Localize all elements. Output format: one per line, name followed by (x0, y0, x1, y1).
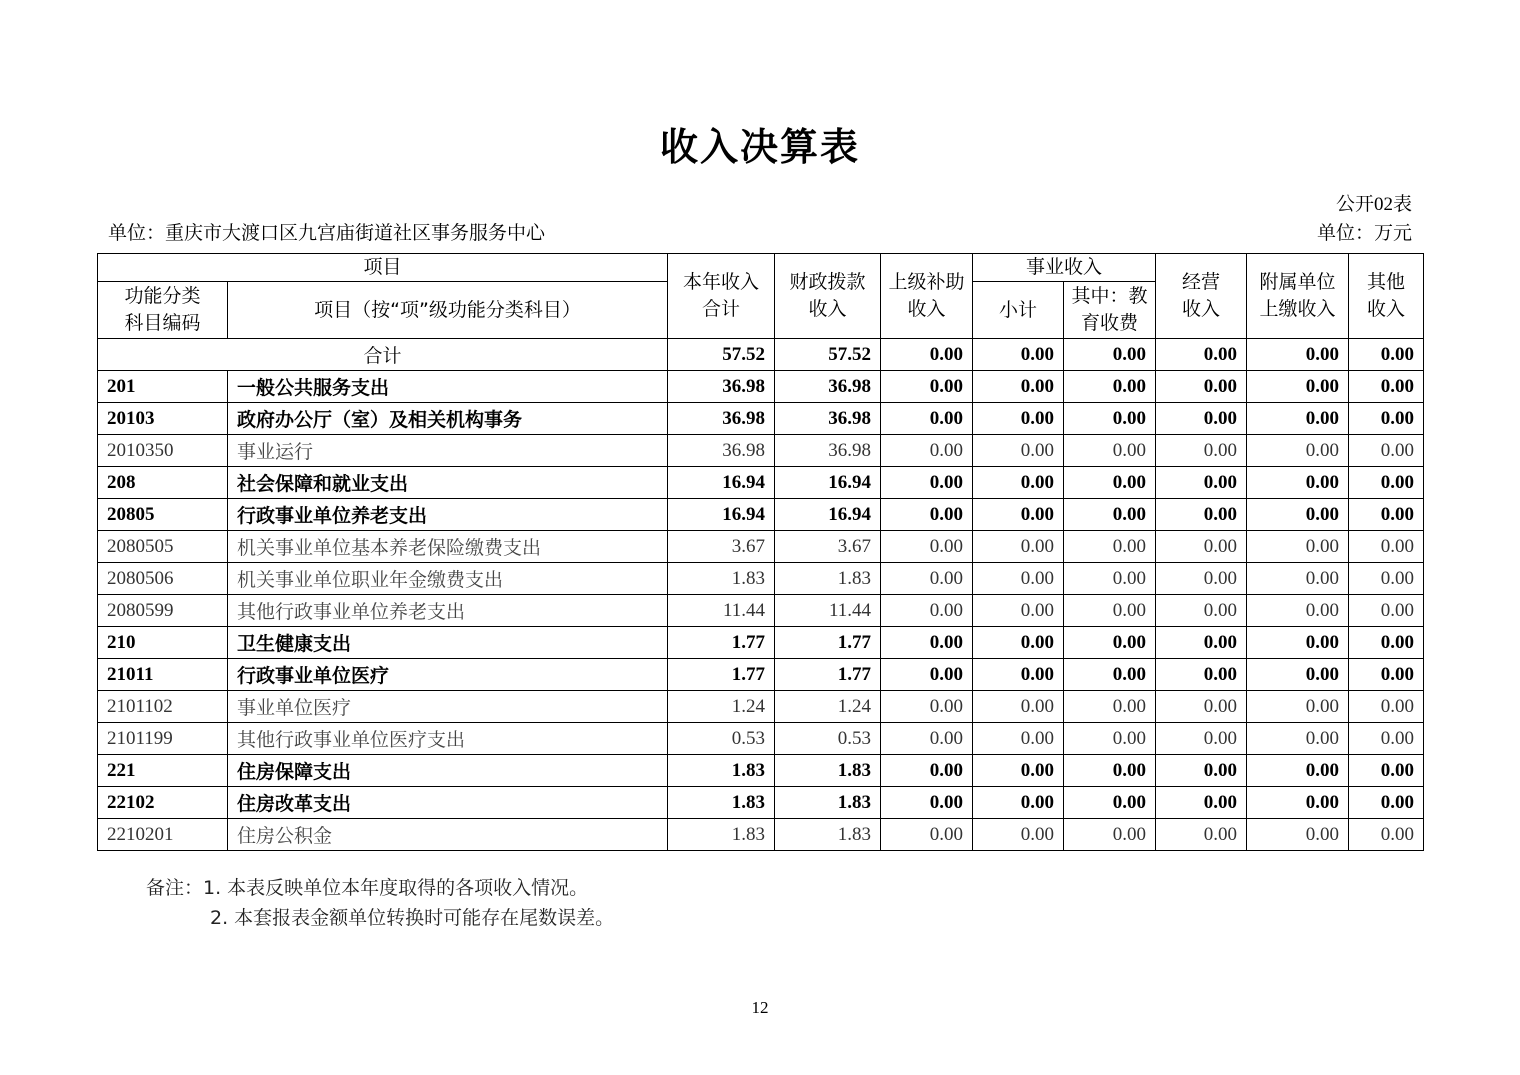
table-row (98, 755, 1424, 787)
row-value: 0.00 (973, 595, 1064, 627)
row-value: 0.00 (1064, 787, 1156, 819)
total-label: 合计 (98, 339, 668, 371)
row-value: 0.00 (1247, 467, 1349, 499)
row-value: 0.00 (1349, 627, 1424, 659)
row-value: 0.00 (973, 659, 1064, 691)
total-value: 0.00 (1156, 339, 1247, 371)
row-value: 0.00 (1247, 755, 1349, 787)
row-value: 0.00 (1064, 691, 1156, 723)
row-code: 2080599 (98, 595, 228, 627)
row-name: 机关事业单位基本养老保险缴费支出 (228, 531, 668, 563)
header-func-code: 功能分类科目编码 (98, 282, 228, 339)
row-value: 16.94 (668, 467, 775, 499)
row-value: 1.77 (775, 627, 881, 659)
form-number: 公开02表 (1335, 194, 1412, 215)
row-name: 行政事业单位医疗 (228, 659, 668, 691)
row-value: 1.77 (775, 659, 881, 691)
row-code: 2210201 (98, 819, 228, 851)
row-value: 0.00 (1349, 403, 1424, 435)
row-code: 20805 (98, 499, 228, 531)
header-subtotal: 小计 (973, 282, 1064, 339)
row-value: 0.00 (973, 435, 1064, 467)
row-code: 22102 (98, 787, 228, 819)
row-code: 21011 (98, 659, 228, 691)
row-value: 0.00 (1247, 723, 1349, 755)
row-value: 1.83 (668, 755, 775, 787)
header-total-income: 本年收入合计 (668, 254, 775, 339)
row-value: 0.00 (1349, 819, 1424, 851)
row-value: 0.00 (881, 723, 973, 755)
row-value: 0.00 (1247, 659, 1349, 691)
row-value: 0.00 (973, 755, 1064, 787)
row-value: 0.00 (881, 563, 973, 595)
row-value: 36.98 (775, 435, 881, 467)
row-value: 1.83 (775, 563, 881, 595)
row-value: 0.00 (1064, 435, 1156, 467)
row-value: 0.00 (881, 467, 973, 499)
header-business: 事业收入 (973, 254, 1156, 282)
row-name: 住房公积金 (228, 819, 668, 851)
row-value: 36.98 (775, 403, 881, 435)
row-name: 住房改革支出 (228, 787, 668, 819)
row-value: 0.00 (1064, 467, 1156, 499)
unit-currency: 单位：万元 (1316, 223, 1412, 244)
row-code: 20103 (98, 403, 228, 435)
row-code: 201 (98, 371, 228, 403)
row-value: 0.00 (973, 371, 1064, 403)
row-value: 1.77 (668, 659, 775, 691)
row-value: 11.44 (775, 595, 881, 627)
row-value: 1.83 (668, 563, 775, 595)
row-value: 0.00 (881, 595, 973, 627)
row-value: 0.00 (1247, 691, 1349, 723)
table-row (98, 467, 1424, 499)
total-value: 0.00 (1064, 339, 1156, 371)
row-value: 0.00 (1349, 723, 1424, 755)
page-number: 12 (751, 998, 769, 1017)
table-row (98, 371, 1424, 403)
total-value: 57.52 (775, 339, 881, 371)
row-value: 0.00 (1156, 787, 1247, 819)
page-title: 收入决算表 (659, 125, 860, 169)
row-value: 0.00 (1064, 371, 1156, 403)
total-row (98, 339, 1424, 371)
row-value: 0.00 (1064, 499, 1156, 531)
row-value: 1.83 (668, 819, 775, 851)
row-value: 0.00 (1156, 819, 1247, 851)
row-name: 住房保障支出 (228, 755, 668, 787)
row-value: 0.00 (881, 499, 973, 531)
row-value: 0.00 (881, 755, 973, 787)
row-value: 1.83 (775, 787, 881, 819)
row-value: 0.00 (973, 691, 1064, 723)
row-value: 0.00 (881, 659, 973, 691)
row-value: 1.83 (775, 755, 881, 787)
row-code: 2101199 (98, 723, 228, 755)
row-value: 16.94 (775, 467, 881, 499)
row-value: 0.53 (668, 723, 775, 755)
row-name: 一般公共服务支出 (228, 371, 668, 403)
row-value: 1.24 (668, 691, 775, 723)
row-value: 0.00 (1156, 371, 1247, 403)
row-value: 36.98 (775, 371, 881, 403)
row-value: 0.00 (1064, 755, 1156, 787)
row-value: 0.00 (1064, 659, 1156, 691)
note-line-2: 2. 本套报表金额单位转换时可能存在尾数误差。 (210, 907, 615, 929)
row-value: 16.94 (668, 499, 775, 531)
row-value: 0.00 (1349, 371, 1424, 403)
row-value: 0.00 (1156, 467, 1247, 499)
row-value: 0.00 (1349, 691, 1424, 723)
row-value: 0.00 (1156, 627, 1247, 659)
row-value: 0.00 (1349, 531, 1424, 563)
row-value: 16.94 (775, 499, 881, 531)
row-name: 机关事业单位职业年金缴费支出 (228, 563, 668, 595)
row-name: 事业运行 (228, 435, 668, 467)
row-name: 其他行政事业单位养老支出 (228, 595, 668, 627)
row-value: 0.00 (1156, 691, 1247, 723)
row-code: 2101102 (98, 691, 228, 723)
header-edu-fee: 其中：教育收费 (1064, 282, 1156, 339)
row-value: 0.00 (881, 403, 973, 435)
row-value: 0.00 (1156, 403, 1247, 435)
row-name: 事业单位医疗 (228, 691, 668, 723)
header-operating: 经营收入 (1156, 254, 1247, 339)
row-value: 0.00 (1349, 563, 1424, 595)
row-value: 0.00 (1349, 467, 1424, 499)
row-value: 36.98 (668, 371, 775, 403)
row-value: 0.00 (881, 531, 973, 563)
row-name: 社会保障和就业支出 (228, 467, 668, 499)
table-row (98, 403, 1424, 435)
row-value: 0.00 (973, 627, 1064, 659)
row-value: 3.67 (775, 531, 881, 563)
row-value: 0.00 (973, 723, 1064, 755)
row-value: 0.00 (1247, 627, 1349, 659)
row-code: 221 (98, 755, 228, 787)
row-value: 0.00 (1156, 563, 1247, 595)
row-value: 0.00 (1247, 787, 1349, 819)
row-value: 0.00 (1349, 435, 1424, 467)
row-value: 0.00 (1064, 403, 1156, 435)
total-value: 0.00 (1247, 339, 1349, 371)
row-code: 2080505 (98, 531, 228, 563)
row-value: 0.00 (881, 627, 973, 659)
row-value: 1.83 (775, 819, 881, 851)
row-value: 0.00 (1247, 819, 1349, 851)
row-value: 0.00 (973, 787, 1064, 819)
row-value: 0.00 (973, 531, 1064, 563)
row-value: 0.00 (1064, 595, 1156, 627)
row-name: 政府办公厅（室）及相关机构事务 (228, 403, 668, 435)
row-value: 0.53 (775, 723, 881, 755)
table-row (98, 499, 1424, 531)
table-row (98, 659, 1424, 691)
row-value: 0.00 (973, 563, 1064, 595)
row-code: 2080506 (98, 563, 228, 595)
row-value: 0.00 (1156, 659, 1247, 691)
header-superior: 上级补助收入 (881, 254, 973, 339)
note-line-1: 备注：1. 本表反映单位本年度取得的各项收入情况。 (146, 877, 589, 899)
row-value: 0.00 (1064, 723, 1156, 755)
row-value: 0.00 (881, 819, 973, 851)
row-code: 210 (98, 627, 228, 659)
total-value: 0.00 (881, 339, 973, 371)
row-value: 0.00 (1247, 531, 1349, 563)
table-row (98, 787, 1424, 819)
row-value: 0.00 (973, 467, 1064, 499)
row-value: 0.00 (1156, 435, 1247, 467)
row-value: 0.00 (1156, 755, 1247, 787)
row-value: 3.67 (668, 531, 775, 563)
row-code: 208 (98, 467, 228, 499)
row-value: 1.83 (668, 787, 775, 819)
row-value: 1.24 (775, 691, 881, 723)
row-value: 0.00 (1064, 531, 1156, 563)
row-value: 1.77 (668, 627, 775, 659)
row-value: 0.00 (1156, 723, 1247, 755)
row-value: 36.98 (668, 435, 775, 467)
row-value: 0.00 (973, 499, 1064, 531)
row-value: 0.00 (973, 819, 1064, 851)
total-value: 0.00 (973, 339, 1064, 371)
table-row (98, 691, 1424, 723)
row-name: 行政事业单位养老支出 (228, 499, 668, 531)
row-value: 0.00 (1247, 403, 1349, 435)
row-value: 0.00 (1064, 563, 1156, 595)
row-code: 2010350 (98, 435, 228, 467)
row-value: 0.00 (1247, 435, 1349, 467)
table-row (98, 595, 1424, 627)
row-value: 36.98 (668, 403, 775, 435)
row-value: 0.00 (881, 371, 973, 403)
row-name: 卫生健康支出 (228, 627, 668, 659)
row-value: 0.00 (1349, 659, 1424, 691)
row-value: 0.00 (1156, 531, 1247, 563)
total-value: 57.52 (668, 339, 775, 371)
unit-organization: 单位：重庆市大渡口区九宫庙街道社区事务服务中心 (108, 223, 546, 244)
row-value: 0.00 (881, 691, 973, 723)
income-table (97, 253, 1424, 851)
row-value: 0.00 (1064, 627, 1156, 659)
header-affiliated: 附属单位上缴收入 (1247, 254, 1349, 339)
row-value: 0.00 (1064, 819, 1156, 851)
table-row (98, 563, 1424, 595)
row-value: 0.00 (1349, 499, 1424, 531)
table-row (98, 435, 1424, 467)
header-fiscal: 财政拨款收入 (775, 254, 881, 339)
header-item-sub: 项目（按“项”级功能分类科目） (228, 282, 668, 339)
header-item: 项目 (98, 254, 668, 282)
header-other: 其他收入 (1349, 254, 1424, 339)
row-value: 0.00 (881, 787, 973, 819)
table-row (98, 819, 1424, 851)
row-value: 0.00 (881, 435, 973, 467)
row-value: 0.00 (1156, 595, 1247, 627)
row-value: 0.00 (1349, 787, 1424, 819)
row-value: 0.00 (1247, 595, 1349, 627)
row-value: 0.00 (1247, 371, 1349, 403)
row-name: 其他行政事业单位医疗支出 (228, 723, 668, 755)
row-value: 0.00 (1247, 499, 1349, 531)
row-value: 11.44 (668, 595, 775, 627)
total-value: 0.00 (1349, 339, 1424, 371)
table-row (98, 627, 1424, 659)
row-value: 0.00 (973, 403, 1064, 435)
row-value: 0.00 (1247, 563, 1349, 595)
table-row (98, 531, 1424, 563)
row-value: 0.00 (1156, 499, 1247, 531)
row-value: 0.00 (1349, 595, 1424, 627)
table-row (98, 723, 1424, 755)
row-value: 0.00 (1349, 755, 1424, 787)
